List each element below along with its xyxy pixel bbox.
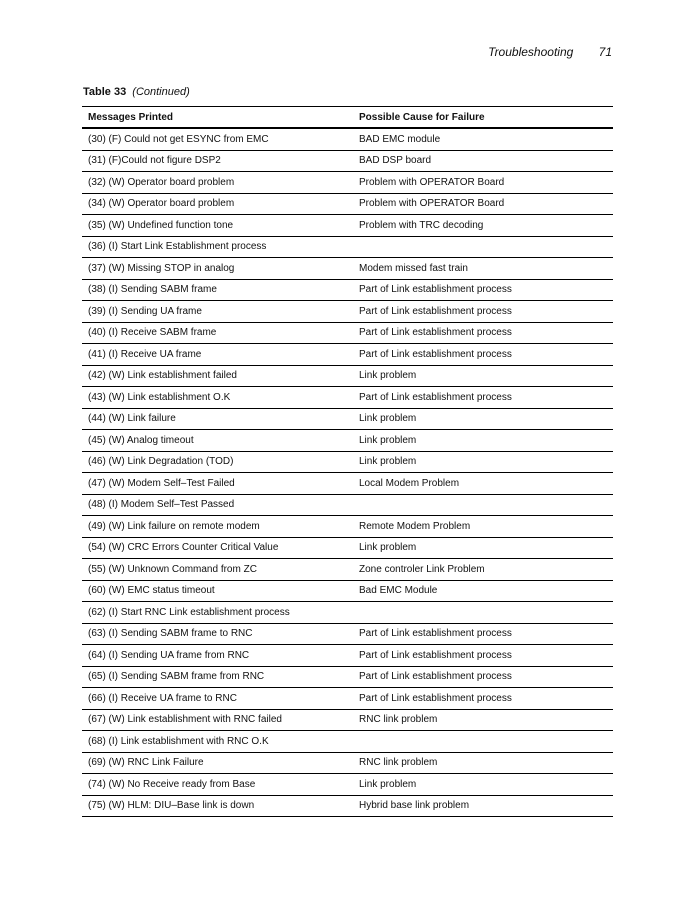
message-cell: (39) (I) Sending UA frame	[82, 301, 353, 323]
table-row	[82, 150, 613, 172]
cause-cell	[353, 602, 613, 624]
table-row	[82, 731, 613, 753]
table-row	[82, 623, 613, 645]
cause-cell	[353, 236, 613, 258]
cause-cell: Problem with OPERATOR Board	[353, 193, 613, 215]
table-row	[82, 537, 613, 559]
message-cell: (63) (I) Sending SABM frame to RNC	[82, 623, 353, 645]
table-row	[82, 172, 613, 194]
message-cell: (31) (F)Could not figure DSP2	[82, 150, 353, 172]
message-cell: (47) (W) Modem Self–Test Failed	[82, 473, 353, 495]
table-row	[82, 322, 613, 344]
message-cell: (48) (I) Modem Self–Test Passed	[82, 494, 353, 516]
message-cell: (69) (W) RNC Link Failure	[82, 752, 353, 774]
table-row	[82, 752, 613, 774]
cause-cell: Link problem	[353, 430, 613, 452]
table-row	[82, 494, 613, 516]
message-cell: (60) (W) EMC status timeout	[82, 580, 353, 602]
table-caption-label: Table 33	[83, 86, 127, 98]
message-cell: (66) (I) Receive UA frame to RNC	[82, 688, 353, 710]
cause-cell: Link problem	[353, 408, 613, 430]
cause-cell: Link problem	[353, 451, 613, 473]
cause-cell: BAD EMC module	[353, 128, 613, 150]
cause-cell: Problem with OPERATOR Board	[353, 172, 613, 194]
table-row	[82, 258, 613, 280]
cause-cell: Problem with TRC decoding	[353, 215, 613, 237]
cause-cell: Local Modem Problem	[353, 473, 613, 495]
table-row	[82, 709, 613, 731]
table-row	[82, 193, 613, 215]
cause-cell: Bad EMC Module	[353, 580, 613, 602]
column-header-messages: Messages Printed	[82, 107, 353, 129]
table-row	[82, 236, 613, 258]
message-cell: (65) (I) Sending SABM frame from RNC	[82, 666, 353, 688]
cause-cell: BAD DSP board	[353, 150, 613, 172]
cause-cell: Part of Link establishment process	[353, 279, 613, 301]
cause-cell: Modem missed fast train	[353, 258, 613, 280]
table-row	[82, 645, 613, 667]
message-cell: (32) (W) Operator board problem	[82, 172, 353, 194]
cause-cell: RNC link problem	[353, 752, 613, 774]
table-caption-continued: (Continued)	[132, 86, 190, 98]
message-cell: (36) (I) Start Link Establishment process	[82, 236, 353, 258]
cause-cell: Remote Modem Problem	[353, 516, 613, 538]
cause-cell: Part of Link establishment process	[353, 645, 613, 667]
page-number: 71	[598, 45, 612, 59]
message-cell: (68) (I) Link establishment with RNC O.K	[82, 731, 353, 753]
cause-cell: Part of Link establishment process	[353, 623, 613, 645]
message-cell: (46) (W) Link Degradation (TOD)	[82, 451, 353, 473]
table-row	[82, 559, 613, 581]
table-row	[82, 473, 613, 495]
table-row	[82, 128, 613, 150]
cause-cell	[353, 731, 613, 753]
table-row	[82, 688, 613, 710]
message-cell: (40) (I) Receive SABM frame	[82, 322, 353, 344]
table-body	[82, 128, 613, 817]
cause-cell: Zone controler Link Problem	[353, 559, 613, 581]
message-cell: (55) (W) Unknown Command from ZC	[82, 559, 353, 581]
message-cell: (30) (F) Could not get ESYNC from EMC	[82, 128, 353, 150]
message-cell: (34) (W) Operator board problem	[82, 193, 353, 215]
message-cell: (74) (W) No Receive ready from Base	[82, 774, 353, 796]
message-cell: (54) (W) CRC Errors Counter Critical Value	[82, 537, 353, 559]
table-row	[82, 451, 613, 473]
table-row	[82, 580, 613, 602]
table-row	[82, 430, 613, 452]
running-header	[488, 45, 612, 59]
cause-cell: Link problem	[353, 365, 613, 387]
message-cell: (45) (W) Analog timeout	[82, 430, 353, 452]
table-row	[82, 795, 613, 817]
cause-cell: Link problem	[353, 537, 613, 559]
cause-cell	[353, 494, 613, 516]
column-header-cause: Possible Cause for Failure	[353, 107, 613, 129]
cause-cell: Part of Link establishment process	[353, 387, 613, 409]
message-cell: (41) (I) Receive UA frame	[82, 344, 353, 366]
message-cell: (44) (W) Link failure	[82, 408, 353, 430]
table-row	[82, 344, 613, 366]
table-row	[82, 602, 613, 624]
table-row	[82, 774, 613, 796]
table-row	[82, 408, 613, 430]
cause-cell: RNC link problem	[353, 709, 613, 731]
message-cell: (35) (W) Undefined function tone	[82, 215, 353, 237]
table-row	[82, 365, 613, 387]
message-cell: (62) (I) Start RNC Link establishment process	[82, 602, 353, 624]
table-row	[82, 301, 613, 323]
messages-table	[82, 106, 613, 817]
table-row	[82, 279, 613, 301]
message-cell: (37) (W) Missing STOP in analog	[82, 258, 353, 280]
cause-cell: Part of Link establishment process	[353, 322, 613, 344]
table-row	[82, 666, 613, 688]
cause-cell: Part of Link establishment process	[353, 666, 613, 688]
table-row	[82, 516, 613, 538]
cause-cell: Part of Link establishment process	[353, 301, 613, 323]
table-row	[82, 215, 613, 237]
table-header-row	[82, 107, 613, 129]
section-title: Troubleshooting	[488, 45, 574, 59]
message-cell: (75) (W) HLM: DIU–Base link is down	[82, 795, 353, 817]
message-cell: (67) (W) Link establishment with RNC failed	[82, 709, 353, 731]
cause-cell: Part of Link establishment process	[353, 344, 613, 366]
message-cell: (43) (W) Link establishment O.K	[82, 387, 353, 409]
cause-cell: Hybrid base link problem	[353, 795, 613, 817]
message-cell: (42) (W) Link establishment failed	[82, 365, 353, 387]
table-caption	[83, 86, 190, 98]
cause-cell: Link problem	[353, 774, 613, 796]
message-cell: (38) (I) Sending SABM frame	[82, 279, 353, 301]
cause-cell: Part of Link establishment process	[353, 688, 613, 710]
message-cell: (49) (W) Link failure on remote modem	[82, 516, 353, 538]
table-row	[82, 387, 613, 409]
message-cell: (64) (I) Sending UA frame from RNC	[82, 645, 353, 667]
